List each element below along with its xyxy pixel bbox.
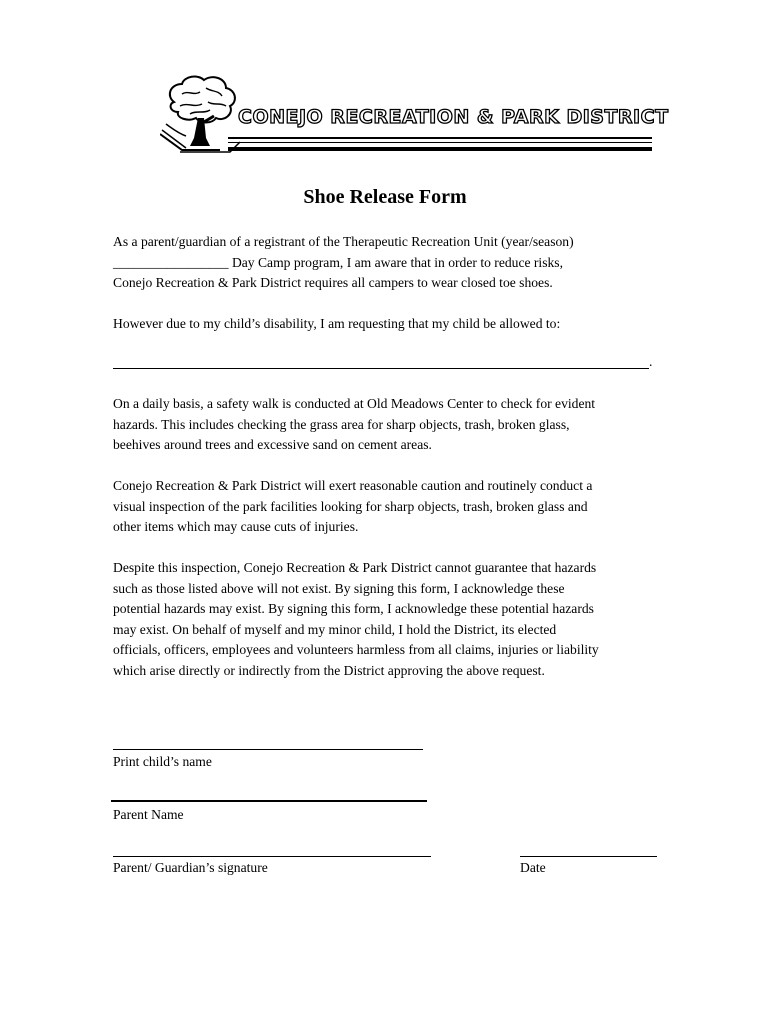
paragraph-line: may exist. On behalf of myself and my minor child, I hold the District, its elected [113, 621, 557, 637]
paragraph-line: hazards. This includes checking the grass area for sharp objects, trash, broken glass, [113, 416, 570, 432]
paragraph-line: _________________ Day Camp program, I am aware that in order to reduce risks, [113, 254, 563, 270]
header-rule [228, 142, 652, 143]
paragraph-line: As a parent/guardian of a registrant of the Therapeutic Recreation Unit (year/season) [113, 234, 574, 249]
child-name-line[interactable] [113, 749, 423, 750]
form-title: Shoe Release Form [303, 186, 467, 208]
parent-name-label: Parent Name [113, 807, 184, 822]
child-name-label: Print child’s name [113, 754, 212, 769]
paragraph-line: beehives around trees and excessive sand on cement areas. [113, 437, 432, 453]
paragraph-line: which arise directly or indirectly from the District approving the above request. [113, 662, 545, 678]
paragraph-line: officials, officers, employees and volunteers harmless from all claims, injuries or liability [113, 642, 599, 658]
paragraph-line: However due to my child’s disability, I am requesting that my child be allowed to: [113, 316, 561, 331]
paragraph-line: Conejo Recreation & Park District will exert reasonable caution and routinely conduct a [113, 478, 593, 493]
organization-name: CONEJO RECREATION & PARK DISTRICT [238, 106, 669, 128]
guardian-signature-line[interactable] [113, 856, 431, 857]
release-paragraph [113, 558, 663, 682]
request-period: . [649, 354, 653, 369]
paragraph-line: visual inspection of the park facilities looking for sharp objects, trash, broken glass and [113, 498, 588, 514]
safety-walk-paragraph [113, 394, 663, 456]
request-paragraph [113, 314, 663, 335]
paragraph-line: Conejo Recreation & Park District requires all campers to wear closed toe shoes. [113, 275, 553, 291]
paragraph-line: potential hazards may exist. By signing this form, I acknowledge these potential hazards [113, 601, 594, 617]
parent-name-line[interactable] [111, 800, 427, 802]
paragraph-line: On a daily basis, a safety walk is conducted at Old Meadows Center to check for evident [113, 396, 596, 411]
paragraph-line: Despite this inspection, Conejo Recreation & Park District cannot guarantee that hazards [113, 560, 597, 575]
intro-paragraph [113, 232, 663, 294]
date-label: Date [520, 860, 546, 875]
header-rule [228, 137, 652, 139]
request-blank-line[interactable] [113, 368, 649, 369]
guardian-signature-label: Parent/ Guardian’s signature [113, 860, 268, 875]
header-rule [228, 147, 652, 151]
date-line[interactable] [520, 856, 657, 857]
paragraph-line: other items which may cause cuts of injuries. [113, 519, 359, 535]
paragraph-line: such as those listed above will not exist. By signing this form, I acknowledge these [113, 580, 565, 596]
inspection-paragraph [113, 476, 663, 538]
